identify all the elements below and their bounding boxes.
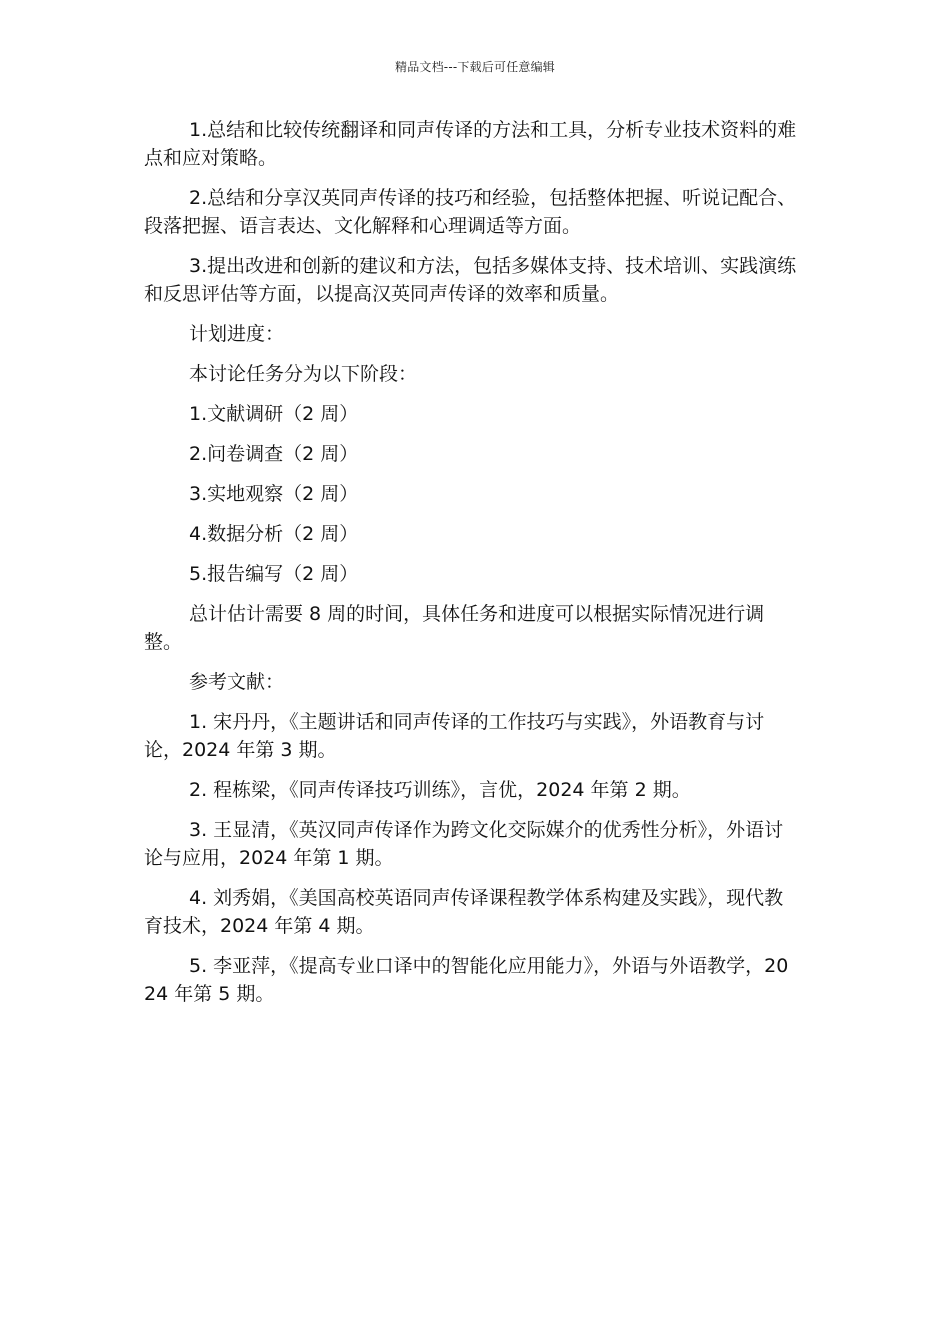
stage-item-3: 3.实地观察（2 周） <box>189 483 359 505</box>
goal-paragraph-1: 1.总结和比较传统翻译和同声传译的方法和工具，分析专业技术资料的难点和应对策略。 <box>144 119 797 169</box>
stage-item-5: 5.报告编写（2 周） <box>189 563 359 585</box>
reference-item-4: 4. 刘秀娟，《美国高校英语同声传译课程教学体系构建及实践》，现代教育技术，2024 年第 4 期。 <box>144 887 784 937</box>
goal-paragraph-3: 3.提出改进和创新的建议和方法，包括多媒体支持、技术培训、实践演练和反思评估等方面，以提高汉英同声传译的效率和质量。 <box>144 255 797 305</box>
reference-item-2: 2. 程栋梁，《同声传译技巧训练》，言优，2024 年第 2 期。 <box>189 779 691 801</box>
stage-item-1: 1.文献调研（2 周） <box>189 403 359 425</box>
references-heading: 参考文献： <box>189 671 285 693</box>
reference-item-1: 1. 宋丹丹，《主题讲话和同声传译的工作技巧与实践》，外语教育与讨论，2024 年第 3 期。 <box>144 711 765 761</box>
goal-paragraph-2: 2.总结和分享汉英同声传译的技巧和经验，包括整体把握、听说记配合、段落把握、语言表达、文化解释和心理调适等方面。 <box>144 187 797 237</box>
schedule-heading: 计划进度： <box>189 323 285 345</box>
document-body <box>144 116 800 1020</box>
reference-item-3: 3. 王显清，《英汉同声传译作为跨文化交际媒介的优秀性分析》，外语讨论与应用，2024 年第 1 期。 <box>144 819 784 869</box>
schedule-intro: 本讨论任务分为以下阶段： <box>189 363 418 385</box>
reference-item-5: 5. 李亚萍，《提高专业口译中的智能化应用能力》，外语与外语教学，2024 年第 5 期。 <box>144 955 789 1005</box>
stage-item-2: 2.问卷调查（2 周） <box>189 443 359 465</box>
stage-item-4: 4.数据分析（2 周） <box>189 523 359 545</box>
page-header: 精品文档---下载后可任意编辑 <box>395 60 555 74</box>
schedule-summary: 总计估计需要 8 周的时间，具体任务和进度可以根据实际情况进行调整。 <box>144 603 765 653</box>
